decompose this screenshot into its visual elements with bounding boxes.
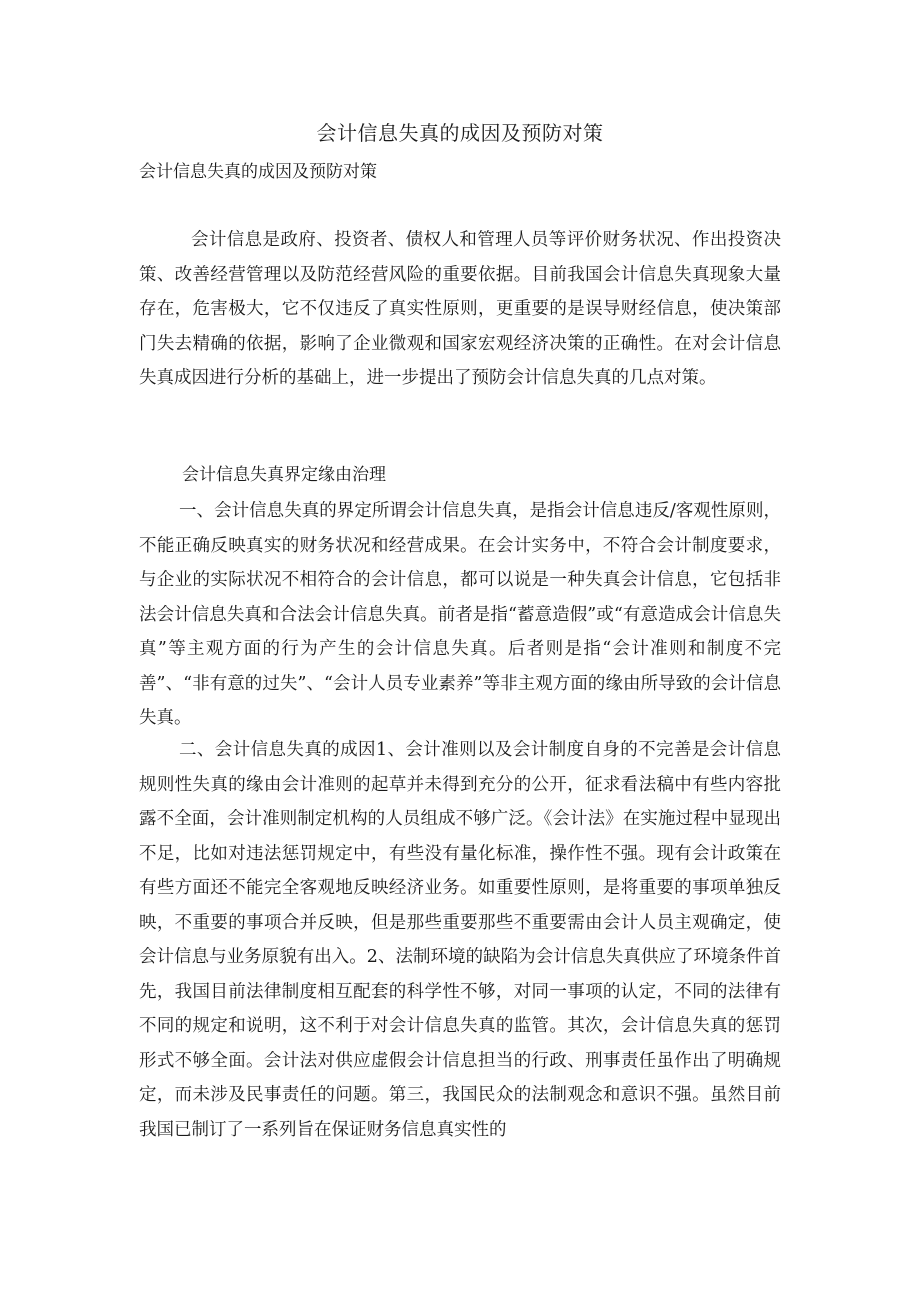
body-paragraph-definition: 一、会计信息失真的界定所谓会计信息失真，是指会计信息违反/客观性原则，不能正确反映真实的财务状况和经营成果。在会计实务中，不符合会计制度要求，与企业的实际状况不相符合的会计信息，都可以说是一种失真会计信息，它包括非法会计信息失真和合法会计信息失真。前者是指“蓄意造假”或“有意造成会计信息失真”等主观方面的行为产生的会计信息失真。后者则是指“会计准则和制度不完善”、“非有意的过失”、“会计人员专业素养”等非主观方面的缘由所导致的会计信息失真。 (139, 501, 781, 728)
body-paragraph-causes: 二、会计信息失真的成因1、会计准则以及会计制度自身的不完善是会计信息规则性失真的缘由会计准则的起草并未得到充分的公开，征求看法稿中有些内容批露不全面，会计准则制定机构的人员组成不够广泛。《会计法》在实施过程中显现出不足，比如对违法惩罚规定中，有些没有量化标准，操作性不强。现有会计政策在有些方面还不能完全客观地反映经济业务。如重要性原则，是将重要的事项单独反映，不重要的事项合并反映，但是那些重要那些不重要需由会计人员主观确定，使会计信息与业务原貌有出入。2、法制环境的缺陷为会计信息失真供应了环境条件首先，我国目前法律制度相互配套的科学性不够，对同一事项的认定，不同的法律有不同的规定和说明，这不利于对会计信息失真的监管。其次，会计信息失真的惩罚形式不够全面。会计法对供应虚假会计信息担当的行政、刑事责任虽作出了明确规定，而未涉及民事责任的问题。第三，我国民众的法制观念和意识不强。虽然目前我国已制订了一系列旨在保证财务信息真实性的 (139, 740, 781, 1140)
abstract-paragraph: 会计信息是政府、投资者、债权人和管理人员等评价财务状况、作出投资决策、改善经营管理以及防范经营风险的重要依据。目前我国会计信息失真现象大量存在，危害极大，它不仅违反了真实性原则，更重要的是误导财经信息，使决策部门失去精确的依据，影响了企业微观和国家宏观经济决策的正确性。在对会计信息失真成因进行分析的基础上，进一步提出了预防会计信息失真的几点对策。 (139, 230, 781, 388)
document-title: 会计信息失真的成因及预防对策 (316, 121, 604, 145)
section-heading: 会计信息失真界定缘由治理 (182, 465, 386, 485)
document-subtitle: 会计信息失真的成因及预防对策 (139, 162, 377, 182)
